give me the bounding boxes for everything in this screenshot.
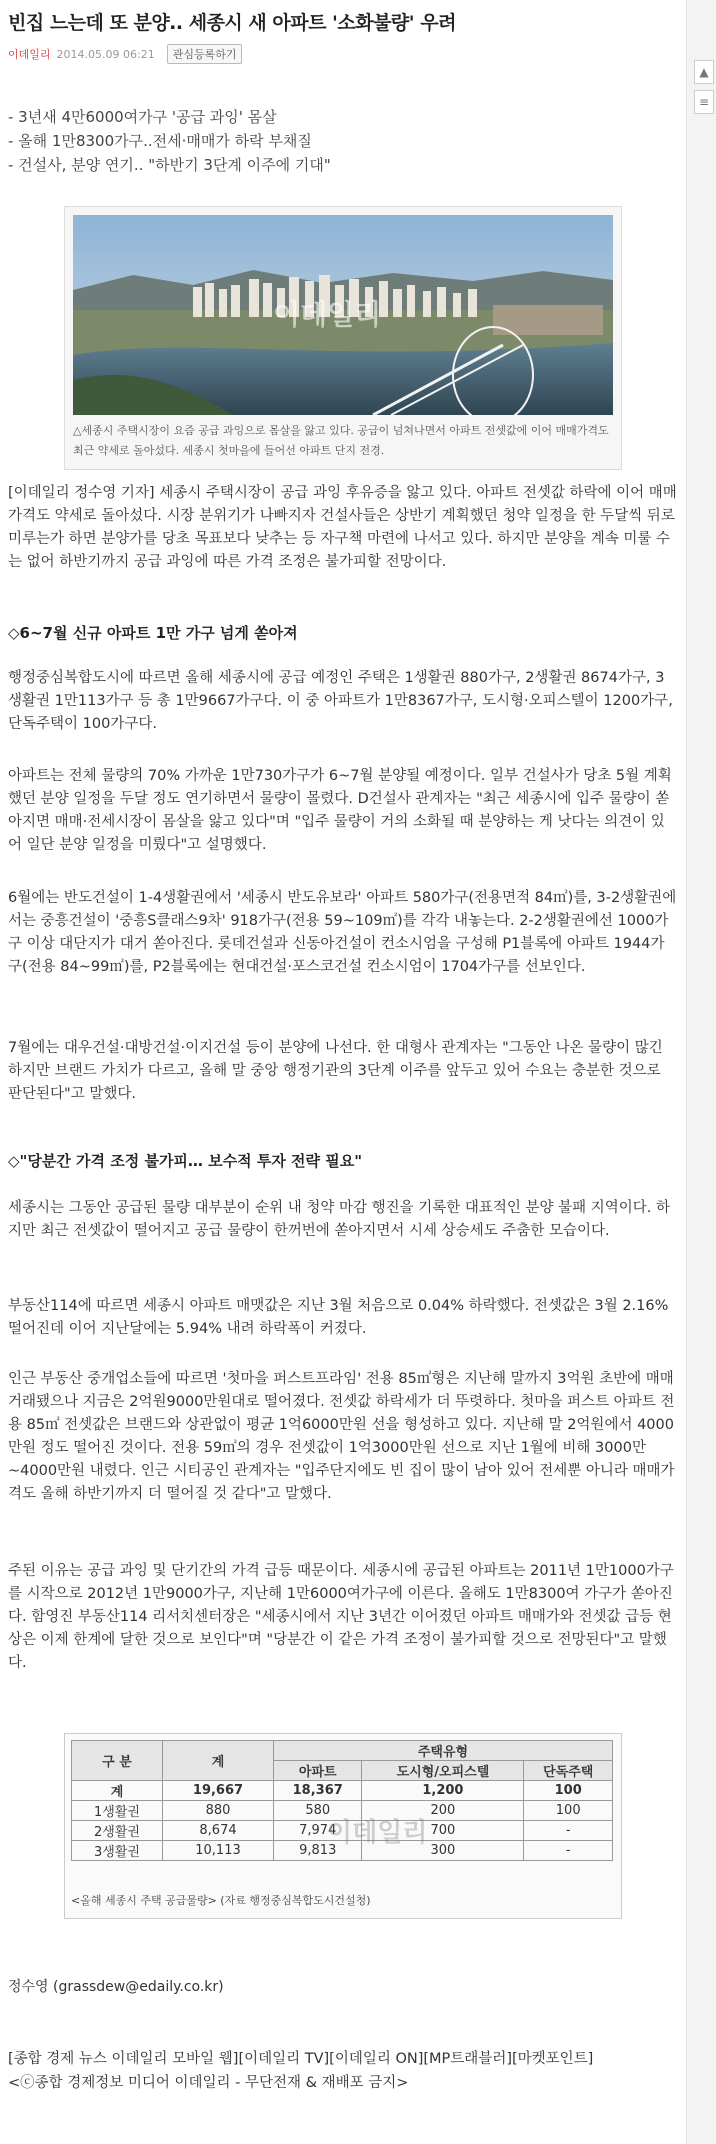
table-row xyxy=(72,1781,613,1801)
table-cell: 3생활권 xyxy=(72,1841,163,1861)
add-interest-button[interactable]: 관심등록하기 xyxy=(167,44,243,64)
table-cell: 100 xyxy=(524,1801,613,1821)
list-icon[interactable]: ≡ xyxy=(694,90,714,114)
table-cell: - xyxy=(524,1841,613,1861)
table-cell: 100 xyxy=(524,1781,613,1801)
article-paragraph: [이데일리 정수영 기자] 세종시 주택시장이 공급 과잉 후유증을 앓고 있다. 아파트 전셋값 하락에 이어 매매가격도 약세로 돌아섰다. 시장 분위기가 나빠지자 건설사들은 상반기 계획했던 청약 일정을 한 두달씩 뒤로 미루는가 하면 분양가를 당초 목표보다 낮추는 등 자구책 마련에 나서고 있다. 하지만 분양을 계속 미룰 수는 없어 하반기까지 공급 과잉에 따른 가격 조정은 불가피할 전망이다. xyxy=(8,485,677,570)
table-header-group: 주택유형 xyxy=(274,1741,613,1761)
footer-links[interactable]: [종합 경제 뉴스 이데일리 모바일 웹][이데일리 TV][이데일리 ON][MP트래블러][마켓포인트] xyxy=(8,2051,594,2067)
table-cell: 880 xyxy=(163,1801,274,1821)
photo-watermark: 이데일리 xyxy=(273,298,382,331)
article-datetime: 2014.05.09 06:21 xyxy=(56,47,155,61)
table-cell: - xyxy=(524,1821,613,1841)
table-cell: 9,813 xyxy=(274,1841,362,1861)
table-cell: 200 xyxy=(362,1801,524,1821)
press-name[interactable]: 이데일리 xyxy=(8,48,51,61)
table-header: 아파트 xyxy=(274,1761,362,1781)
table-source: <올해 세종시 주택 공급물량> (자료 행정중심복합도시건설청) xyxy=(71,1894,371,1907)
article-paragraph: 행정중심복합도시에 따르면 올해 세종시에 공급 예정인 주택은 1생활권 880가구, 2생활권 8674가구, 3생활권 1만113가구 등 총 1만9667가구다. 이 중 아파트가 1만8367가구, 도시형·오피스텔이 1200가구, 단독주택이 100가구다. xyxy=(8,670,673,732)
supply-table-figure xyxy=(64,1733,622,1919)
article-paragraph: 주된 이유는 공급 과잉 및 단기간의 가격 급등 때문이다. 세종시에 공급된 아파트는 2011년 1만1000가구를 시작으로 2012년 1만9000가구, 지난해 1만6000여가구에 이른다. 올해도 1만8300여 가구가 쏟아진다. 함영진 부동산114 리서치센터장은 "세종시에서 지난 3년간 이어졌던 아파트 매매가와 전셋값 급등 현상은 이제 한계에 달한 것으로 보인다"며 "당분간 이 같은 가격 조정이 불가피할 것으로 전망된다"고 말했다. xyxy=(8,1563,674,1671)
article-paragraph: 세종시는 그동안 공급된 물량 대부분이 순위 내 청약 마감 행진을 기록한 대표적인 분양 불패 지역이다. 하지만 최근 전셋값이 떨어지고 공급 물량이 한꺼번에 쏟아지면서 시세 상승세도 주춤한 모습이다. xyxy=(8,1200,671,1239)
summary-line: - 올해 1만8300가구..전세·매매가 하락 부채질 xyxy=(8,132,312,150)
footer-copyright: <ⓒ종합 경제정보 미디어 이데일리 - 무단전재 & 재배포 금지> xyxy=(8,2075,409,2091)
table-watermark: 이데일리 xyxy=(327,1818,428,1848)
table-cell: 18,367 xyxy=(274,1781,362,1801)
table-cell: 300 xyxy=(362,1841,524,1861)
article-headline: 빈집 느는데 또 분양.. 세종시 새 아파트 '소화불량' 우려 xyxy=(8,12,456,34)
article-photo xyxy=(73,215,613,415)
reporter-byline[interactable]: 정수영 (grassdew@edaily.co.kr) xyxy=(8,1979,224,1995)
article-paragraph: 아파트는 전체 물량의 70% 가까운 1만730가구가 6~7월 분양될 예정이다. 일부 건설사가 당초 5월 계획했던 분양 일정을 두달 정도 연기하면서 물량이 몰렸다. D건설사 관계자는 "최근 세종시에 입주 물량이 쏟아지면 매매·전세시장이 몸살을 앓고 있다"며 "입주 물량이 거의 소화될 때 분양하는 게 낫다는 의견이 있어 일단 분양 일정을 미뤘다"고 설명했다. xyxy=(8,768,672,853)
article-paragraph: 7월에는 대우건설·대방건설·이지건설 등이 분양에 나선다. 한 대형사 관계자는 "그동안 나온 물량이 많긴 하지만 브랜드 가치가 다르고, 올해 말 중앙 행정기관의 3단계 이주를 앞두고 있어 수요는 충분한 것으로 판단된다"고 말했다. xyxy=(8,1040,663,1102)
summary-line: - 건설사, 분양 연기.. "하반기 3단계 이주에 기대" xyxy=(8,156,331,174)
table-cell: 8,674 xyxy=(163,1821,274,1841)
table-cell: 10,113 xyxy=(163,1841,274,1861)
table-cell: 계 xyxy=(72,1781,163,1801)
table-header: 도시형/오피스텔 xyxy=(362,1761,524,1781)
article-footer xyxy=(8,2047,678,2095)
table-cell: 580 xyxy=(274,1801,362,1821)
table-cell: 700 xyxy=(362,1821,524,1841)
table-cell: 1,200 xyxy=(362,1781,524,1801)
table-header: 계 xyxy=(163,1741,274,1781)
table-cell: 1생활권 xyxy=(72,1801,163,1821)
article-summary xyxy=(8,105,331,177)
table-cell: 19,667 xyxy=(163,1781,274,1801)
summary-line: - 3년새 4만6000여가구 '공급 과잉' 몸살 xyxy=(8,108,277,126)
article-paragraph: 6월에는 반도건설이 1-4생활권에서 '세종시 반도유보라' 아파트 580가구(전용면적 84㎡)를, 3-2생활권에서는 중흥건설이 '중흥S클래스9차' 918가구(전용 59~109㎡)를 각각 내놓는다. 2-2생활권에선 1000가구 이상 대단지가 대거 쏟아진다. 롯데건설과 신동아건설이 컨소시엄을 구성해 P1블록에 아파트 1944가구(전용 84~99㎡)를, P2블록에는 현대건설·포스코건설 컨소시엄이 1704가구를 선보인다. xyxy=(8,890,677,975)
article-meta xyxy=(8,44,242,64)
section-heading: ◇"당분간 가격 조정 불가피… 보수적 투자 전략 필요" xyxy=(8,1152,363,1170)
table-header: 구 분 xyxy=(72,1741,163,1781)
table-cell: 7,974 xyxy=(274,1821,362,1841)
photo-figure xyxy=(64,206,622,470)
table-header: 단독주택 xyxy=(524,1761,613,1781)
right-sidebar xyxy=(686,0,716,2144)
section-heading: ◇6~7월 신규 아파트 1만 가구 넘게 쏟아져 xyxy=(8,624,298,642)
article-paragraph: 부동산114에 따르면 세종시 아파트 매맷값은 지난 3월 처음으로 0.04% 하락했다. 전셋값은 3월 2.16% 떨어진데 이어 지난달에는 5.94% 내려 하락폭이 커졌다. xyxy=(8,1298,669,1337)
up-arrow-icon[interactable]: ▲ xyxy=(694,60,714,84)
photo-caption: △세종시 주택시장이 요즘 공급 과잉으로 몸살을 앓고 있다. 공급이 넘쳐나면서 아파트 전셋값에 이어 매매가격도 최근 약세로 돌아섰다. 세종시 첫마을에 들어선 아파트 단지 전경. xyxy=(73,424,609,457)
article-paragraph: 인근 부동산 중개업소들에 따르면 '첫마을 퍼스트프라임' 전용 85㎡형은 지난해 말까지 3억원 초반에 매매 거래됐으나 지금은 2억원9000만원대로 떨어졌다. 전셋값 하락세가 더 뚜렷하다. 첫마을 퍼스트 아파트 전용 85㎡ 전셋값은 브랜드와 상관없이 평균 1억6000만원 선을 형성하고 있다. 지난해 말 2억원에서 4000만원 정도 떨어진 것이다. 전용 59㎡의 경우 전셋값이 1억3000만원 선으로 지난 1월에 비해 3000만~4000만원 내렸다. 인근 시티공인 관계자는 "입주단지에도 빈 집이 많이 남아 있어 전세뿐 아니라 매매가격도 올해 하반기까지 더 떨어질 것 같다"고 말했다. xyxy=(8,1371,675,1502)
table-cell: 2생활권 xyxy=(72,1821,163,1841)
